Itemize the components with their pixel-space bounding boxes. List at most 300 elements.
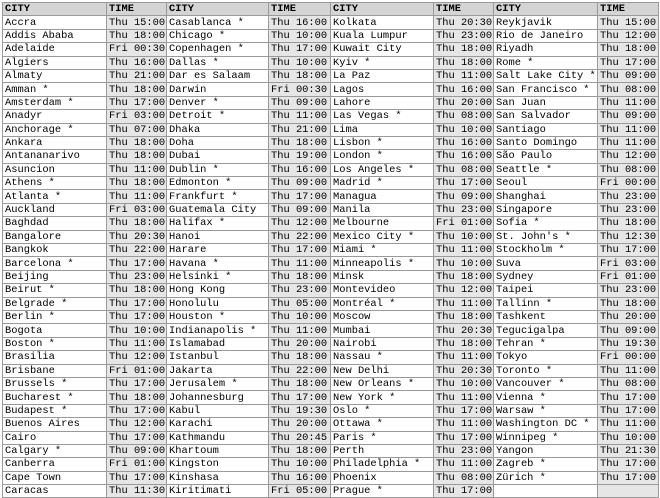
time-cell: Thu 10:00 [434,123,494,136]
city-cell: Paris * [331,431,434,444]
time-cell: Thu 09:00 [269,177,331,190]
city-cell: St. John's * [494,230,598,243]
city-cell: Phoenix [331,471,434,484]
time-cell: Thu 12:00 [107,418,167,431]
time-cell: Thu 08:00 [434,471,494,484]
time-cell: Thu 20:30 [434,16,494,29]
city-column-header: CITY [331,3,434,16]
table-row [3,364,659,377]
city-cell: Mumbai [331,324,434,337]
city-cell: Amman * [3,83,107,96]
time-cell: Thu 17:00 [107,471,167,484]
time-cell: Thu 09:00 [598,110,659,123]
header-row [3,3,659,16]
time-cell: Thu 18:00 [107,391,167,404]
time-cell: Thu 17:00 [598,404,659,417]
city-cell: Taipei [494,284,598,297]
city-cell: Toronto * [494,364,598,377]
city-cell: Islamabad [167,337,269,350]
city-cell: Dar es Salaam [167,69,269,82]
city-cell: Las Vegas * [331,110,434,123]
time-cell: Thu 11:00 [107,163,167,176]
time-cell: Thu 08:00 [434,110,494,123]
city-cell: Tallinn * [494,297,598,310]
time-cell: Thu 11:00 [434,244,494,257]
table-row [3,377,659,390]
time-cell: Thu 10:00 [269,310,331,323]
time-column-header: TIME [434,3,494,16]
time-cell: Thu 23:00 [434,203,494,216]
city-cell: Karachi [167,418,269,431]
time-cell: Thu 08:00 [434,163,494,176]
time-cell: Thu 17:00 [434,431,494,444]
time-cell: Fri 01:00 [107,458,167,471]
city-cell: Anchorage * [3,123,107,136]
time-cell: Thu 17:00 [598,391,659,404]
city-cell: Sydney [494,270,598,283]
time-cell: Thu 09:00 [434,190,494,203]
city-cell: Reykjavik [494,16,598,29]
city-cell: Brussels * [3,377,107,390]
time-cell: Thu 23:00 [434,29,494,42]
time-cell: Thu 12:00 [598,29,659,42]
city-cell: Kiritimati [167,485,269,498]
city-cell: New Orleans * [331,377,434,390]
time-cell: Thu 15:00 [598,16,659,29]
time-cell: Thu 18:00 [107,29,167,42]
city-cell: Guatemala City [167,203,269,216]
time-cell: Thu 17:00 [107,297,167,310]
table-row [3,391,659,404]
city-cell: Kabul [167,404,269,417]
city-cell: Tashkent [494,310,598,323]
table-row [3,163,659,176]
time-cell: Thu 21:30 [598,444,659,457]
time-cell: Thu 12:00 [269,217,331,230]
time-cell: Thu 20:30 [107,230,167,243]
time-cell: Thu 16:00 [269,163,331,176]
time-cell: Thu 17:00 [598,471,659,484]
time-cell: Thu 16:00 [107,56,167,69]
time-cell: Thu 23:00 [598,284,659,297]
city-cell: Houston * [167,310,269,323]
city-cell: Anadyr [3,110,107,123]
table-row [3,257,659,270]
time-cell: Thu 16:00 [434,83,494,96]
time-cell: Thu 17:00 [107,431,167,444]
city-cell: New York * [331,391,434,404]
city-cell: Amsterdam * [3,96,107,109]
time-cell: Thu 21:00 [107,69,167,82]
table-row [3,150,659,163]
city-cell: Salt Lake City * [494,69,598,82]
city-cell: San Salvador [494,110,598,123]
time-cell: Thu 10:00 [107,324,167,337]
time-cell: Thu 20:30 [434,364,494,377]
city-cell: Nassau * [331,351,434,364]
time-cell: Thu 23:00 [598,190,659,203]
city-cell: Miami * [331,244,434,257]
city-cell: Los Angeles * [331,163,434,176]
time-cell: Thu 18:00 [269,136,331,149]
time-cell: Fri 00:30 [269,83,331,96]
city-cell: Chicago * [167,29,269,42]
city-cell: Kyiv * [331,56,434,69]
table-row [3,324,659,337]
time-cell: Thu 18:00 [269,377,331,390]
time-cell: Thu 22:00 [269,230,331,243]
city-cell: Vancouver * [494,377,598,390]
city-cell: Suva [494,257,598,270]
time-cell: Thu 17:00 [107,310,167,323]
city-cell: São Paulo [494,150,598,163]
table-row [3,69,659,82]
time-cell: Thu 20:45 [269,431,331,444]
time-cell: Thu 15:00 [107,16,167,29]
city-cell: Doha [167,136,269,149]
time-cell: Thu 11:00 [107,337,167,350]
city-cell: Edmonton * [167,177,269,190]
time-cell: Thu 10:00 [269,56,331,69]
time-cell: Thu 23:00 [434,444,494,457]
city-cell: Addis Ababa [3,29,107,42]
time-cell: Thu 07:00 [107,123,167,136]
time-cell: Thu 18:00 [107,136,167,149]
time-cell: Thu 11:00 [598,136,659,149]
city-cell: Hanoi [167,230,269,243]
time-cell: Thu 20:00 [269,337,331,350]
time-cell: Thu 18:00 [107,83,167,96]
city-cell: Atlanta * [3,190,107,203]
city-cell: Rio de Janeiro [494,29,598,42]
city-cell: Montevideo [331,284,434,297]
city-cell: Melbourne [331,217,434,230]
time-cell: Thu 11:00 [434,69,494,82]
time-cell: Thu 19:30 [598,337,659,350]
time-cell [598,485,659,498]
time-cell: Thu 10:00 [598,431,659,444]
city-cell: San Francisco * [494,83,598,96]
time-cell: Thu 11:00 [434,351,494,364]
time-cell: Thu 18:00 [598,217,659,230]
time-cell: Fri 01:00 [598,270,659,283]
table-row [3,43,659,56]
city-cell: Lahore [331,96,434,109]
time-cell: Thu 05:00 [269,297,331,310]
table-row [3,16,659,29]
table-row [3,230,659,243]
city-cell: Berlin * [3,310,107,323]
time-cell: Thu 17:00 [434,404,494,417]
time-cell: Thu 22:00 [107,244,167,257]
time-cell: Thu 19:30 [269,404,331,417]
city-cell: Oslo * [331,404,434,417]
time-cell: Thu 16:00 [269,16,331,29]
time-cell: Thu 18:00 [269,270,331,283]
time-cell: Thu 18:00 [434,310,494,323]
city-cell: Warsaw * [494,404,598,417]
city-cell: Dallas * [167,56,269,69]
city-cell: Santiago [494,123,598,136]
city-cell: Lagos [331,83,434,96]
time-cell: Thu 10:00 [434,377,494,390]
city-cell: Kinshasa [167,471,269,484]
city-cell: Moscow [331,310,434,323]
city-column-header: CITY [494,3,598,16]
city-cell: Nairobi [331,337,434,350]
time-cell: Fri 03:00 [598,257,659,270]
city-cell: Calgary * [3,444,107,457]
city-cell: New Delhi [331,364,434,377]
city-cell: Helsinki * [167,270,269,283]
time-cell: Thu 20:00 [598,310,659,323]
city-cell: Bangkok [3,244,107,257]
time-cell: Fri 01:00 [107,364,167,377]
table-row [3,297,659,310]
city-cell: Baghdad [3,217,107,230]
city-cell: Minsk [331,270,434,283]
city-cell: Algiers [3,56,107,69]
time-cell: Thu 10:00 [269,458,331,471]
table-row [3,485,659,498]
time-cell: Thu 10:00 [434,230,494,243]
table-row [3,310,659,323]
city-cell: Montréal * [331,297,434,310]
city-cell: Hong Kong [167,284,269,297]
city-cell: Mexico City * [331,230,434,243]
city-cell: San Juan [494,96,598,109]
time-cell: Thu 08:00 [598,83,659,96]
table-row [3,444,659,457]
time-cell: Thu 11:30 [107,485,167,498]
time-cell: Thu 12:00 [598,150,659,163]
city-cell: Khartoum [167,444,269,457]
city-cell: Havana * [167,257,269,270]
table-row [3,56,659,69]
time-cell: Fri 03:00 [107,110,167,123]
time-cell: Thu 11:00 [598,364,659,377]
time-cell: Thu 18:00 [434,43,494,56]
time-cell: Thu 18:00 [434,337,494,350]
city-cell: Kolkata [331,16,434,29]
time-cell: Thu 21:00 [269,123,331,136]
time-cell: Thu 17:00 [269,244,331,257]
city-cell: Rome * [494,56,598,69]
time-cell: Thu 17:00 [107,404,167,417]
table-row [3,471,659,484]
city-cell [494,485,598,498]
time-cell: Thu 09:00 [107,444,167,457]
time-cell: Thu 16:00 [434,136,494,149]
city-cell: Asuncion [3,163,107,176]
city-cell: Seoul [494,177,598,190]
city-cell: Almaty [3,69,107,82]
city-cell: Perth [331,444,434,457]
city-cell: Belgrade * [3,297,107,310]
time-cell: Thu 18:00 [269,69,331,82]
city-cell: Kuwait City [331,43,434,56]
time-cell: Thu 16:00 [434,150,494,163]
time-cell: Thu 11:00 [107,190,167,203]
time-column-header: TIME [107,3,167,16]
city-cell: Seattle * [494,163,598,176]
time-column-header: TIME [269,3,331,16]
city-cell: Jerusalem * [167,377,269,390]
city-cell: Bucharest * [3,391,107,404]
city-cell: Auckland [3,203,107,216]
time-cell: Thu 10:00 [434,257,494,270]
city-cell: London * [331,150,434,163]
time-cell: Thu 11:00 [269,257,331,270]
time-cell: Thu 18:00 [434,270,494,283]
table-row [3,203,659,216]
world-clock-table [2,2,659,498]
city-cell: Shanghai [494,190,598,203]
city-cell: Prague * [331,485,434,498]
time-cell: Thu 17:00 [434,485,494,498]
time-cell: Thu 08:00 [598,377,659,390]
city-cell: Winnipeg * [494,431,598,444]
city-cell: Adelaide [3,43,107,56]
time-cell: Thu 18:00 [269,444,331,457]
city-cell: Istanbul [167,351,269,364]
city-cell: Boston * [3,337,107,350]
time-cell: Fri 00:00 [598,351,659,364]
time-cell: Thu 20:00 [269,418,331,431]
time-cell: Thu 17:00 [598,458,659,471]
time-cell: Thu 17:00 [269,391,331,404]
city-cell: Kathmandu [167,431,269,444]
city-cell: Copenhagen * [167,43,269,56]
time-cell: Thu 17:00 [269,190,331,203]
time-cell: Fri 03:00 [107,203,167,216]
city-cell: Brisbane [3,364,107,377]
time-cell: Fri 00:00 [598,177,659,190]
table-row [3,29,659,42]
table-row [3,83,659,96]
city-cell: Ottawa * [331,418,434,431]
city-cell: Honolulu [167,297,269,310]
city-cell: Zürich * [494,471,598,484]
time-cell: Thu 18:00 [598,297,659,310]
time-column-header: TIME [598,3,659,16]
city-cell: Santo Domingo [494,136,598,149]
city-cell: Dubai [167,150,269,163]
city-cell: Budapest * [3,404,107,417]
time-cell: Thu 17:00 [107,96,167,109]
city-cell: La Paz [331,69,434,82]
city-cell: Sofia * [494,217,598,230]
time-cell: Thu 17:00 [107,377,167,390]
time-cell: Thu 18:00 [598,43,659,56]
city-cell: Dublin * [167,163,269,176]
time-cell: Thu 09:00 [269,203,331,216]
time-cell: Thu 19:00 [269,150,331,163]
table-row [3,458,659,471]
time-cell: Thu 11:00 [434,391,494,404]
table-row [3,136,659,149]
table-row [3,351,659,364]
city-cell: Tehran * [494,337,598,350]
city-column-header: CITY [3,3,107,16]
time-cell: Thu 09:00 [598,69,659,82]
time-cell: Thu 18:00 [107,284,167,297]
table-row [3,177,659,190]
time-cell: Thu 11:00 [434,458,494,471]
city-cell: Accra [3,16,107,29]
table-row [3,244,659,257]
city-cell: Canberra [3,458,107,471]
city-cell: Madrid * [331,177,434,190]
city-cell: Beijing [3,270,107,283]
city-cell: Barcelona * [3,257,107,270]
city-cell: Detroit * [167,110,269,123]
city-cell: Bangalore [3,230,107,243]
city-column-header: CITY [167,3,269,16]
city-cell: Halifax * [167,217,269,230]
city-cell: Kingston [167,458,269,471]
table-row [3,123,659,136]
city-cell: Denver * [167,96,269,109]
city-cell: Buenos Aires [3,418,107,431]
time-cell: Thu 12:00 [434,284,494,297]
time-cell: Thu 10:00 [269,29,331,42]
time-cell: Thu 23:00 [107,270,167,283]
city-cell: Manila [331,203,434,216]
table-row [3,404,659,417]
city-cell: Washington DC * [494,418,598,431]
city-cell: Bogota [3,324,107,337]
time-cell: Thu 18:00 [107,177,167,190]
city-cell: Singapore [494,203,598,216]
city-cell: Stockholm * [494,244,598,257]
time-cell: Thu 20:30 [434,324,494,337]
time-cell: Thu 18:00 [107,217,167,230]
time-cell: Thu 22:00 [269,364,331,377]
city-cell: Lima [331,123,434,136]
table-row [3,270,659,283]
time-cell: Thu 11:00 [434,297,494,310]
city-cell: Beirut * [3,284,107,297]
time-cell: Thu 17:00 [598,244,659,257]
table-row [3,284,659,297]
table-row [3,431,659,444]
time-cell: Thu 11:00 [598,123,659,136]
city-cell: Zagreb * [494,458,598,471]
city-cell: Dhaka [167,123,269,136]
city-cell: Riyadh [494,43,598,56]
city-cell: Athens * [3,177,107,190]
time-cell: Fri 05:00 [269,485,331,498]
time-cell: Thu 23:00 [598,203,659,216]
time-cell: Thu 11:00 [269,110,331,123]
time-cell: Thu 12:00 [107,351,167,364]
city-cell: Lisbon * [331,136,434,149]
city-cell: Darwin [167,83,269,96]
city-cell: Tegucigalpa [494,324,598,337]
city-cell: Indianapolis * [167,324,269,337]
time-cell: Thu 09:00 [269,96,331,109]
city-cell: Harare [167,244,269,257]
city-cell: Antananarivo [3,150,107,163]
time-cell: Thu 18:00 [434,56,494,69]
time-cell: Thu 23:00 [269,284,331,297]
time-cell: Thu 18:00 [269,351,331,364]
time-cell: Thu 11:00 [598,418,659,431]
time-cell: Thu 16:00 [269,471,331,484]
time-cell: Thu 11:00 [598,96,659,109]
city-cell: Yangon [494,444,598,457]
